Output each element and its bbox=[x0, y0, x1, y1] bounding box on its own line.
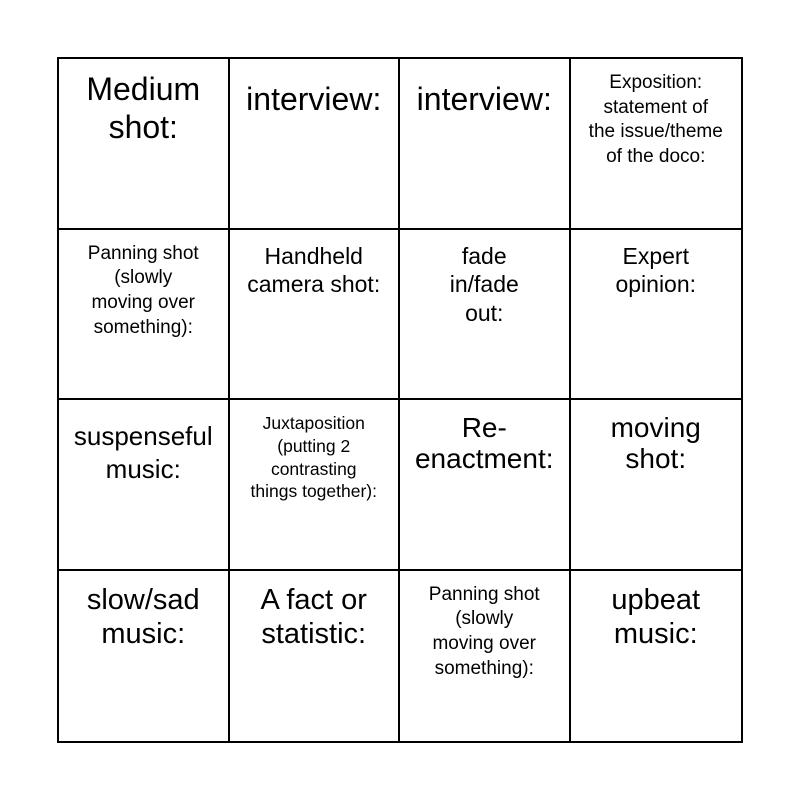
cell-label: moving shot: bbox=[610, 412, 701, 475]
cell-label: fade in/fade out: bbox=[449, 242, 519, 326]
bingo-cell[interactable] bbox=[571, 230, 742, 401]
bingo-cell[interactable] bbox=[230, 571, 401, 742]
cell-label: suspenseful music: bbox=[73, 421, 213, 484]
cell-label: Exposition: statement of the issue/theme of the doco: bbox=[588, 72, 723, 168]
bingo-cell[interactable] bbox=[230, 59, 401, 230]
cell-label: Medium shot: bbox=[86, 71, 201, 145]
bingo-cell[interactable] bbox=[571, 571, 742, 742]
bingo-cell[interactable] bbox=[230, 230, 401, 401]
bingo-cell[interactable] bbox=[400, 571, 571, 742]
bingo-board bbox=[57, 57, 743, 743]
bingo-cell[interactable] bbox=[400, 400, 571, 571]
bingo-cell[interactable] bbox=[59, 571, 230, 742]
bingo-cell[interactable] bbox=[230, 400, 401, 571]
cell-label: Panning shot (slowly moving over something): bbox=[87, 242, 199, 338]
bingo-cell[interactable] bbox=[571, 400, 742, 571]
bingo-cell[interactable] bbox=[400, 59, 571, 230]
cell-label: interview: bbox=[246, 81, 382, 117]
cell-label: slow/sad music: bbox=[86, 583, 200, 650]
cell-label: Panning shot (slowly moving over something): bbox=[428, 583, 540, 679]
bingo-cell[interactable] bbox=[59, 230, 230, 401]
bingo-cell[interactable] bbox=[59, 400, 230, 571]
cell-label: upbeat music: bbox=[611, 583, 701, 650]
cell-label: A fact or statistic: bbox=[260, 583, 367, 650]
bingo-cell[interactable] bbox=[400, 230, 571, 401]
cell-label: Re- enactment: bbox=[414, 412, 554, 475]
cell-label: Juxtaposition (putting 2 contrasting things together): bbox=[250, 413, 377, 502]
bingo-cell[interactable] bbox=[59, 59, 230, 230]
cell-label: Expert opinion: bbox=[615, 242, 697, 298]
cell-label: interview: bbox=[416, 81, 552, 117]
bingo-cell[interactable] bbox=[571, 59, 742, 230]
cell-label: Handheld camera shot: bbox=[247, 242, 381, 298]
